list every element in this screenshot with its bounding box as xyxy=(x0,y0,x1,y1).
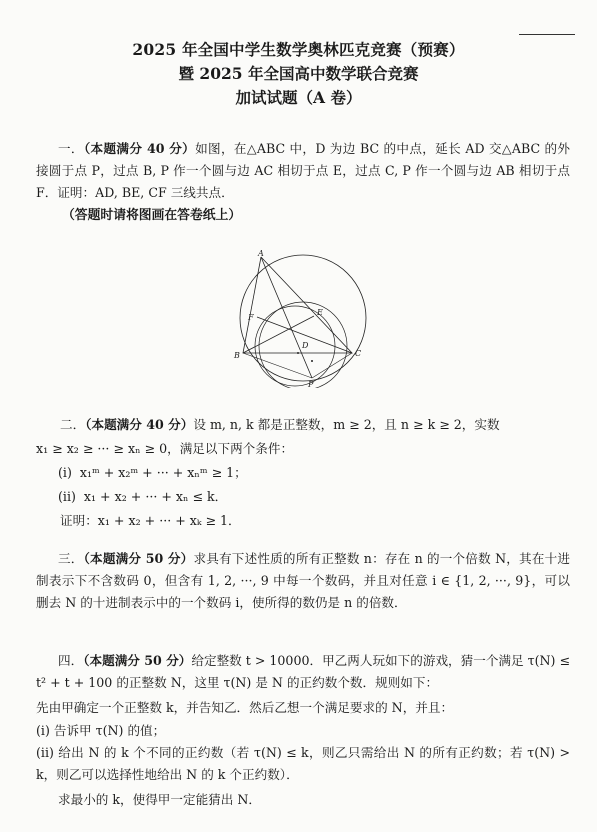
problem3-score: （本题满分 50 分） xyxy=(83,551,194,566)
problem1-number: 一． xyxy=(58,141,84,156)
problem3-paragraph xyxy=(36,548,570,614)
problem2-number: 二． xyxy=(60,417,86,432)
problem3-text: 求具有下述性质的所有正整数 n：存在 n 的一个倍数 N，其在十进制表示下不含数码 0，但含有 1, 2, ···, 9 中每一个数码，并且对任意 i ∈ {1, 2, ···, 9}，可以删去 N 的十进制表示中的一个数码 i，使所得的数仍是 n 的倍数． xyxy=(36,551,570,610)
problem4-paragraph xyxy=(36,650,570,694)
problem2-condition2 xyxy=(58,486,227,505)
problem2-line1 xyxy=(60,414,500,433)
problem4-item1: (i) 告诉甲 τ(N) 的值； xyxy=(36,723,166,738)
problem2-proof: 证明：x₁ + x₂ + ··· + xₖ ≥ 1． xyxy=(60,513,241,528)
problem4-text: 给定整数 t > 10000．甲乙两人玩如下的游戏，猜一个满足 τ(N) ≤ t² + t + 100 的正整数 N，这里 τ(N) 是 N 的正约数个数．规则如下： xyxy=(36,653,571,690)
exam-title-line3: 加试试题（A 卷） xyxy=(235,88,362,107)
problem2-text-line1: 设 m, n, k 都是正整数，m ≥ 2，且 n ≥ k ≥ 2，实数 xyxy=(193,417,500,432)
label-e: E xyxy=(317,308,323,317)
problem4-score: （本题满分 50 分） xyxy=(83,653,192,668)
top-right-rule xyxy=(519,34,575,35)
exam-title-line2: 暨 2025 年全国高中数学联合竞赛 xyxy=(178,64,419,83)
problem1-text: 如图，在△ABC 中，D 为边 BC 的中点，延长 AD 交△ABC 的外接圆于点 P，过点 B, P 作一个圆与边 AC 相切于点 E，过点 C, P 作一个圆与边 AB 相切于点 F．证明：AD, BE, CF 三线共点． xyxy=(36,141,570,200)
label-d: D xyxy=(302,341,309,350)
label-a: A xyxy=(258,249,264,258)
segment-bp xyxy=(243,353,312,378)
problem4-question: 求最小的 k，使得甲一定能猜出 N． xyxy=(58,792,261,807)
problem1-paragraph xyxy=(36,138,570,204)
problem4-number: 四． xyxy=(58,653,84,668)
problem1-figure xyxy=(228,248,378,388)
label-b: B xyxy=(234,351,240,360)
problem2-line2: x₁ ≥ x₂ ≥ ··· ≥ xₙ ≥ 0，满足以下两个条件： xyxy=(36,441,294,456)
cond1-label: (i) xyxy=(58,465,72,480)
problem4-line-a: 先由甲确定一个正整数 k，并告知乙．然后乙想一个满足要求的 N，并且： xyxy=(36,700,454,715)
label-f: F xyxy=(248,313,254,322)
exam-title-line1: 2025 年全国中学生数学奥林匹克竞赛（预赛） xyxy=(132,40,465,59)
point-center-dot xyxy=(311,360,313,362)
label-p: P xyxy=(308,380,314,388)
problem1-note: （答题时请将图画在答卷纸上） xyxy=(62,208,242,223)
problem2-score: （本题满分 40 分） xyxy=(85,417,194,432)
problem4-item2: (ii) 给出 N 的 k 个不同的正约数（若 τ(N) ≤ k，则乙只需给出 N 的所有正约数；若 τ(N) > k，则乙可以选择性地给出 N 的 k 个正约数）． xyxy=(36,745,570,782)
point-d-dot xyxy=(297,352,299,354)
segment-ap xyxy=(261,257,312,378)
problem1-score: （本题满分 40 分） xyxy=(83,141,196,156)
cond2-formula: x₁ + x₂ + ··· + xₙ ≤ k． xyxy=(83,489,228,504)
cond2-label: (ii) xyxy=(58,489,76,504)
cond1-formula: x₁ᵐ + x₂ᵐ + ··· + xₙᵐ ≥ 1； xyxy=(79,465,247,480)
circle-bpe xyxy=(255,306,335,386)
problem2-condition1 xyxy=(58,462,247,481)
problem3-number: 三． xyxy=(58,551,84,566)
label-c: C xyxy=(355,349,362,358)
